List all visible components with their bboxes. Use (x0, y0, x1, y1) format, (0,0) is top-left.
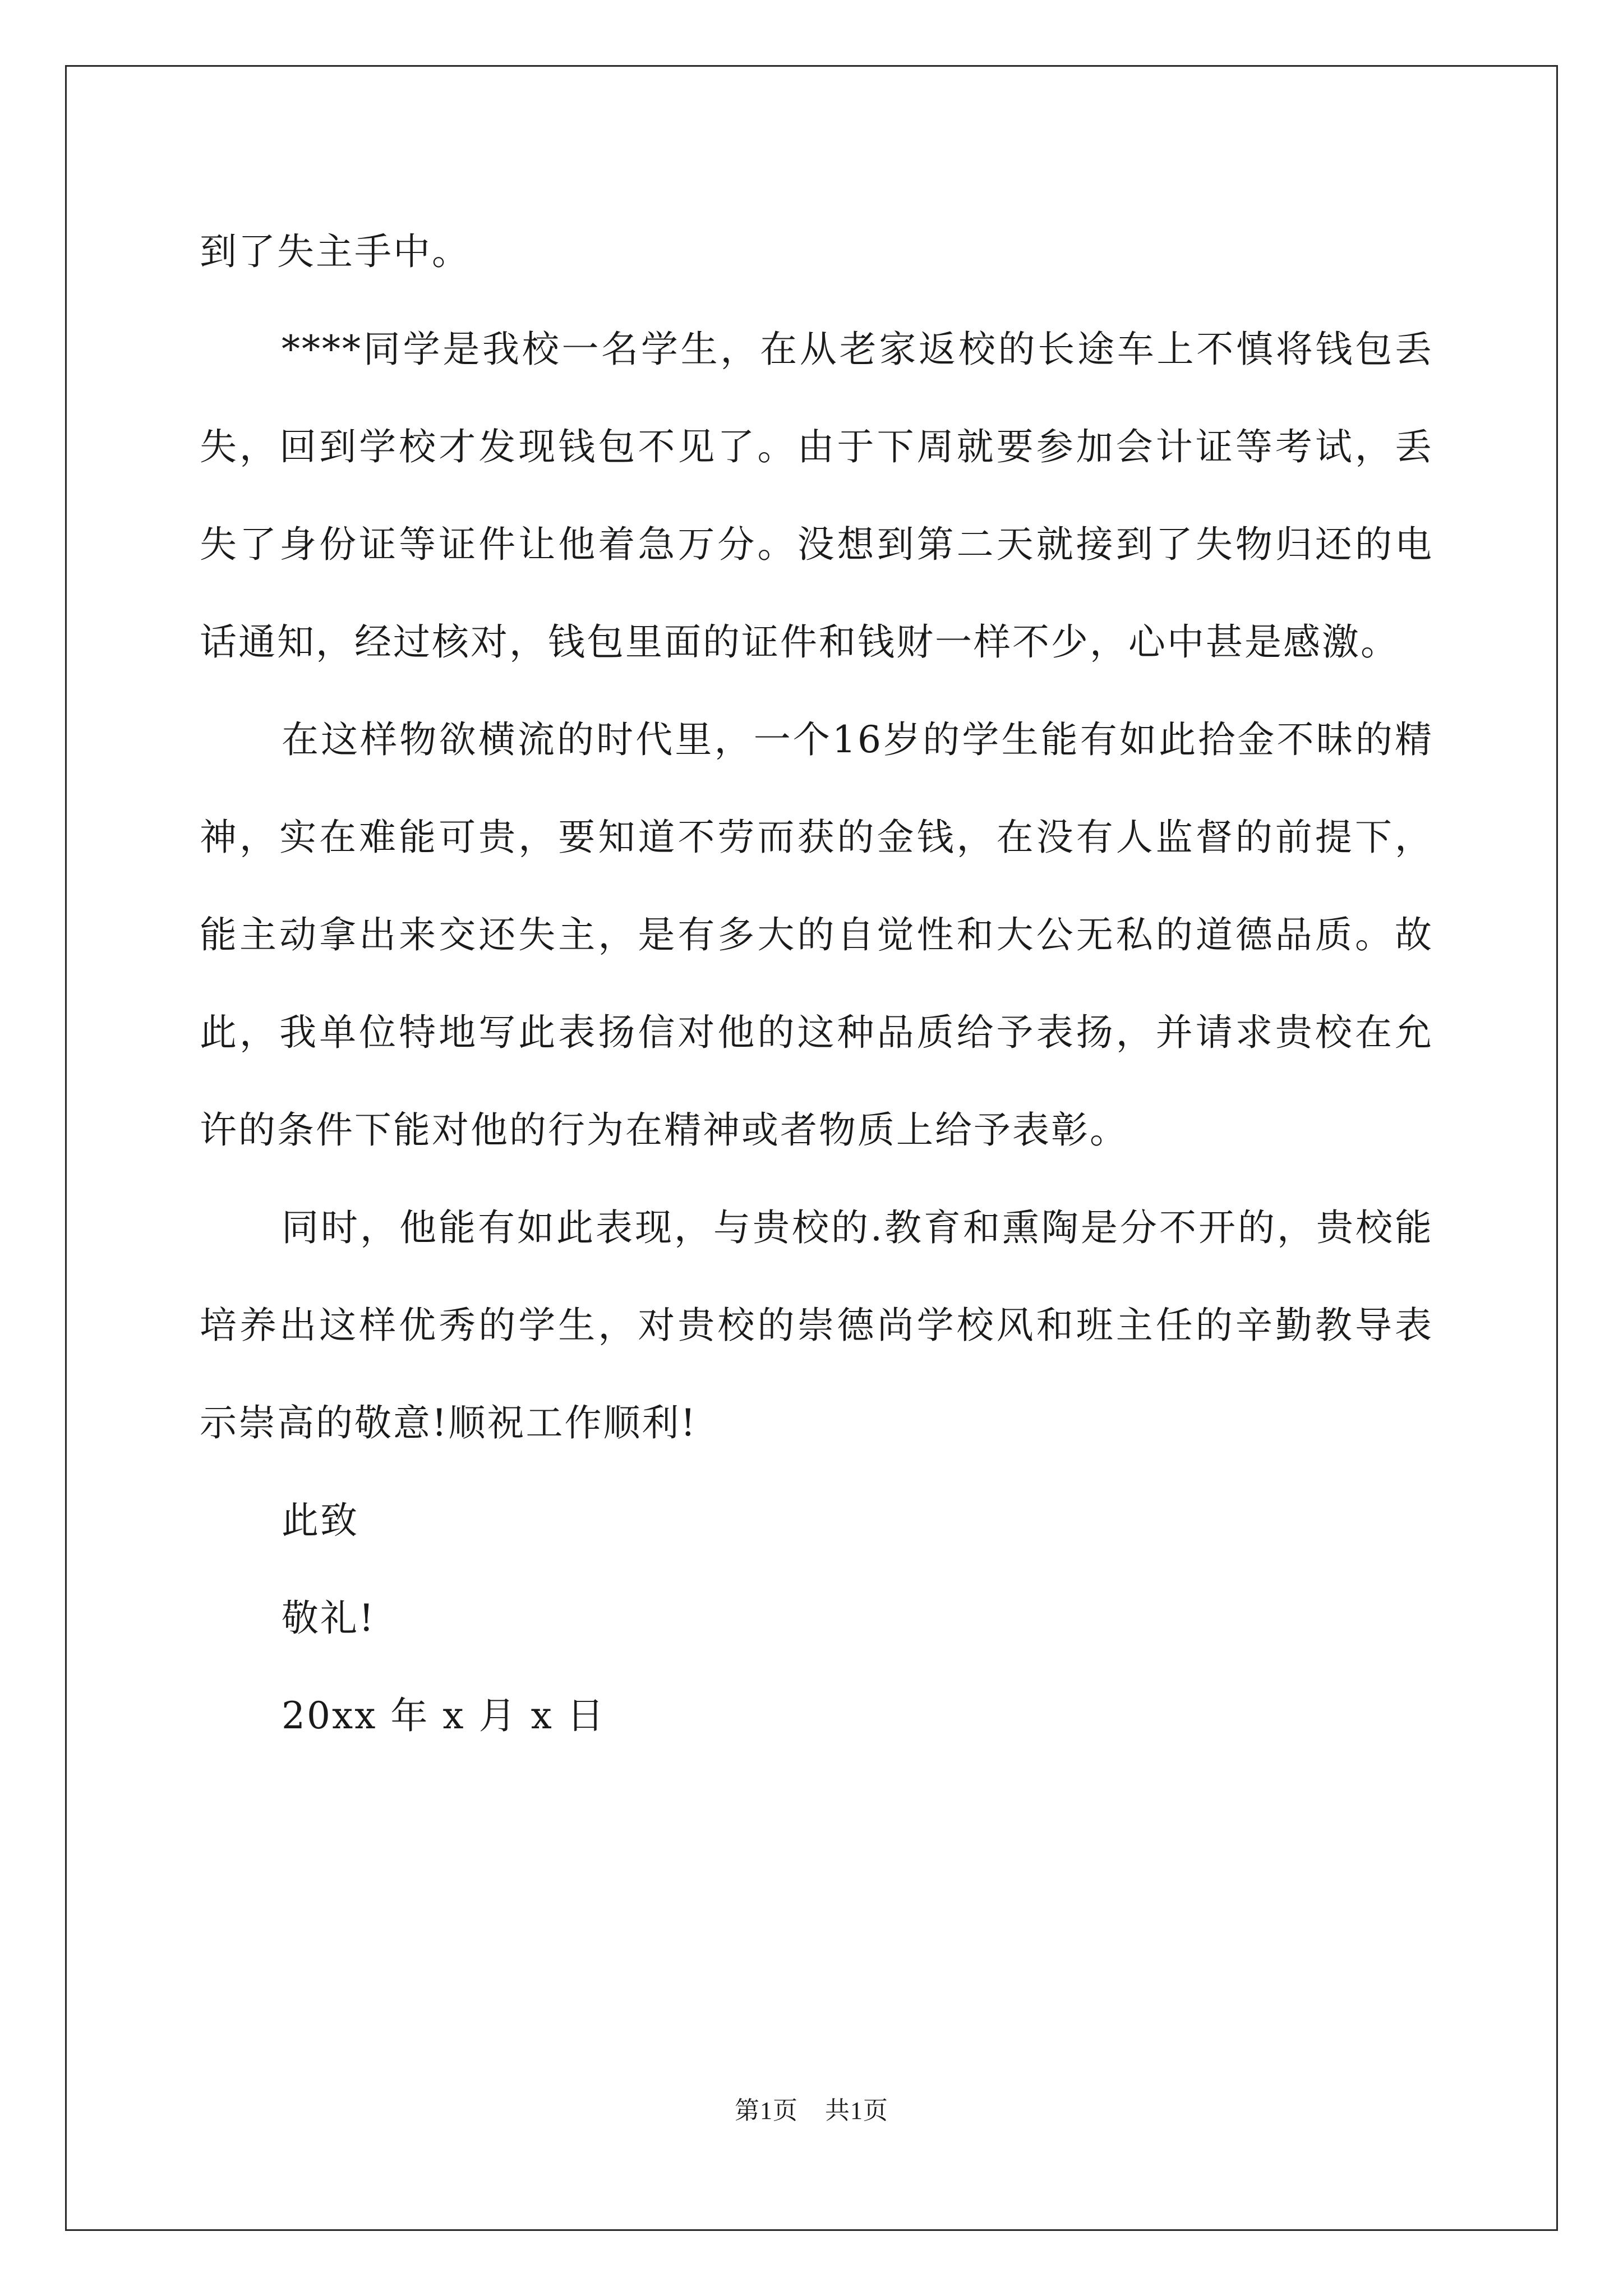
letter-body (200, 203, 1433, 1765)
page-footer (0, 2090, 1623, 2126)
closing-salutation: 此致 (282, 1499, 359, 1542)
page-total: 共1页 (825, 2097, 888, 2124)
closing-regards: 敬礼! (282, 1596, 376, 1640)
paragraph-1: 到了失主手中。 (200, 230, 471, 273)
paragraph-3: 在这样物欲横流的时代里，一个16岁的学生能有如此拾金不昧的精神，实在难能可贵，要知道不劳而获的金钱，在没有人监督的前提下，能主动拿出来交还失主，是有多大的自觉性和大公无私的道德品质。故此，我单位特地写此表扬信对他的这种品质给予表扬，并请求贵校在允许的条件下能对他的行为在精神或者物质上给予表彰。 (200, 718, 1433, 1152)
paragraph-4: 同时，他能有如此表现，与贵校的.教育和熏陶是分不开的，贵校能培养出这样优秀的学生，对贵校的崇德尚学校风和班主任的辛勤教导表示崇高的敬意!顺祝工作顺利! (200, 1206, 1433, 1444)
paragraph-2: ****同学是我校一名学生，在从老家返校的长途车上不慎将钱包丢失，回到学校才发现钱包不见了。由于下周就要参加会计证等考试，丢失了身份证等证件让他着急万分。没想到第二天就接到了失物归还的电话通知，经过核对，钱包里面的证件和钱财一样不少，心中甚是感激。 (200, 328, 1433, 664)
letter-date: 20xx 年 x 月 x 日 (282, 1694, 606, 1737)
page-number: 第1页 (735, 2097, 798, 2124)
